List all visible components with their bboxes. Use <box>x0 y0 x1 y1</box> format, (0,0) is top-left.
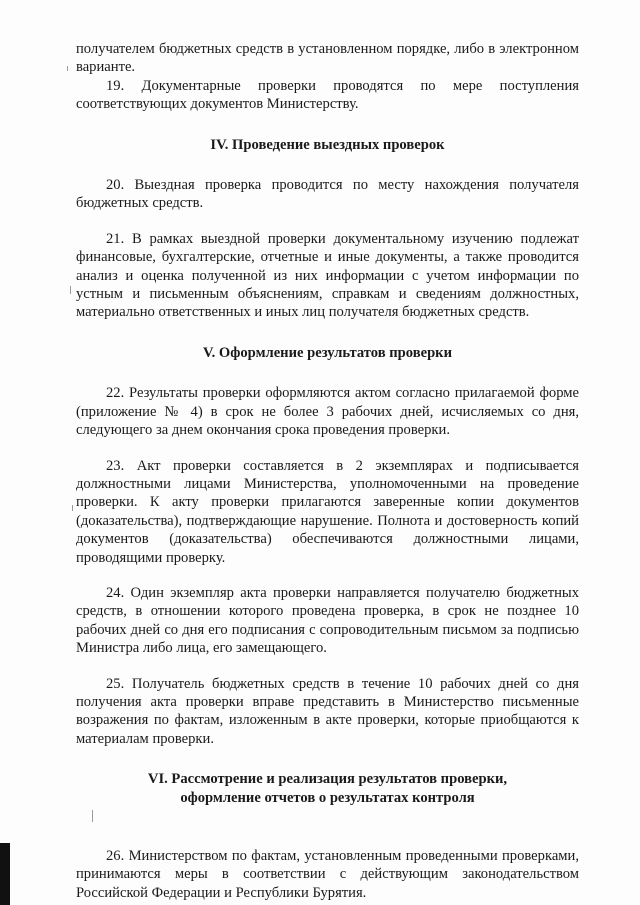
section-6-heading-line1: VI. Рассмотрение и реализация результатов проверки, <box>147 771 508 788</box>
paragraph-26: 26. Министерством по фактам, установленным проведенными проверками, принимаются меры в соответствии с действующим законодательством Российской Федерации и Республики Бурятия. <box>76 848 579 901</box>
paragraph-19: 19. Документарные проверки проводятся по мере поступления соответствующих документов Министерству. <box>76 77 579 113</box>
paragraph-23: 23. Акт проверки составляется в 2 экземплярах и подписывается должностными лицами Министерства, уполномоченными на проведение проверки. К акту проверки прилагаются заверенные копии документов (доказательства), подтверждающие нарушение. Полнота и достоверность копий документов (доказательства) обеспечиваются должностными лицами, проводящими проверку. <box>76 457 579 566</box>
document-body <box>76 40 579 902</box>
paragraph-20: 20. Выездная проверка проводится по месту нахождения получателя бюджетных средств. <box>76 177 579 212</box>
scan-speck <box>72 505 73 511</box>
scan-edge-mark <box>0 843 10 905</box>
paragraph-continuation: получателем бюджетных средств в установленном порядке, либо в электронном варианте. <box>76 41 579 76</box>
section-5-heading: V. Оформление результатов проверки <box>202 344 453 361</box>
paragraph-21: 21. В рамках выездной проверки документальному изучению подлежат финансовые, бухгалтерские, отчетные и иные документы, а также проводится анализ и оценка полученной из них информации с учетом информации по устным и письменным объяснениям, справкам и сведениям должностных, материально ответственных и иных лиц получателя бюджетных средств. <box>76 230 579 321</box>
scan-speck <box>67 66 68 71</box>
section-6-heading-line2: оформление отчетов о результатах контроля <box>180 789 475 806</box>
paragraph-24: 24. Один экземпляр акта проверки направляется получателю бюджетных средств, в отношении которого проведена проверка, в срок не позднее 10 рабочих дней со дня его подписания с сопроводительным письмом за подписью Министра либо лица, его замещающего. <box>76 584 579 657</box>
section-6-heading <box>76 770 579 807</box>
paragraph-25: 25. Получатель бюджетных средств в течение 10 рабочих дней со дня получения акта проверки вправе представить в Министерство письменные возражения по фактам, изложенным в акте проверки, которые приобщаются к материалам проверки. <box>76 675 579 747</box>
paragraph-22: 22. Результаты проверки оформляются актом согласно прилагаемой форме (приложение № 4) в срок не более 3 рабочих дней, исчисляемых со дня, следующего за днем окончания срока проведения проверки. <box>76 385 579 439</box>
section-4-heading: IV. Проведение выездных проверок <box>210 136 445 153</box>
scan-speck <box>70 286 71 294</box>
